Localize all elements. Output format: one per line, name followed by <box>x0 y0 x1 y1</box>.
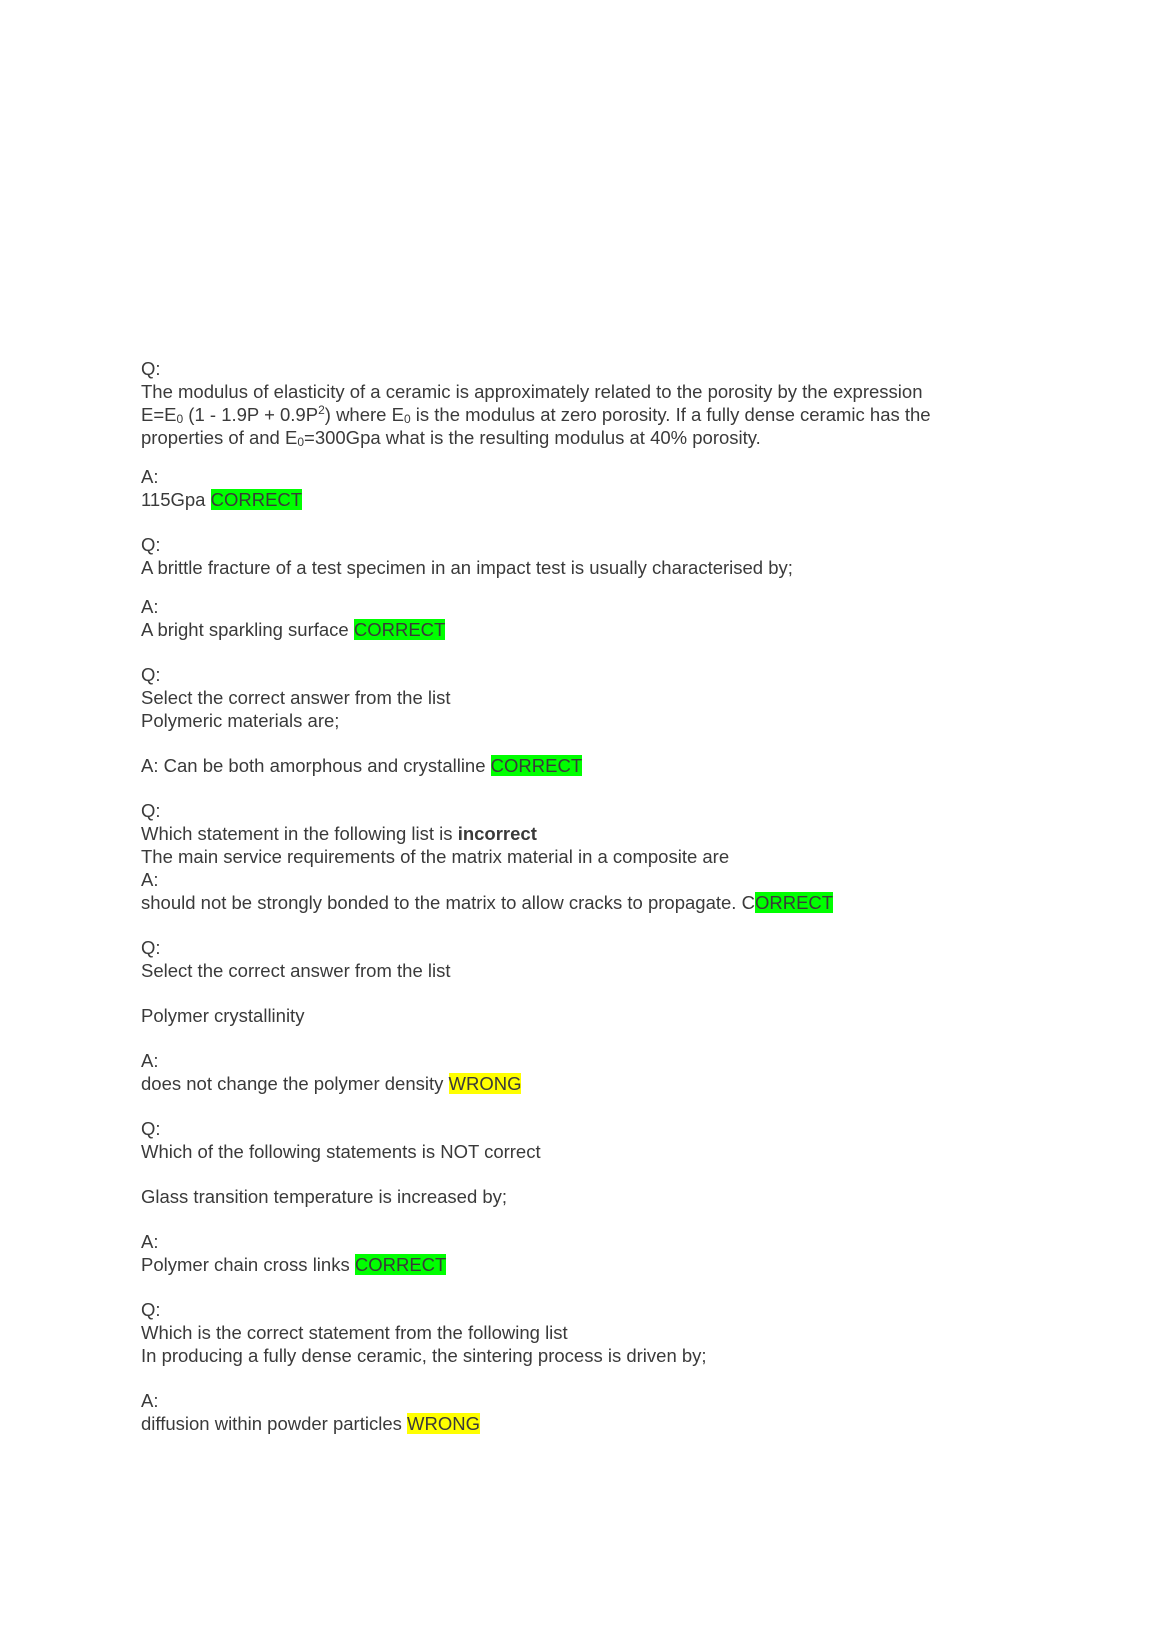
question-text: In producing a fully dense ceramic, the sintering process is driven by; <box>141 1345 707 1366</box>
question-text: Glass transition temperature is increased by; <box>141 1186 508 1207</box>
correct-badge: CORRECT <box>354 1254 447 1275</box>
question-label: Q: <box>141 937 161 958</box>
question-label: Q: <box>141 800 161 821</box>
answer-label: A: <box>141 869 159 890</box>
question-formula: $E=E_0$ $(1 - 1.9P + 0.9P^2)$ where $E_0$ is the modulus at zero porosity. If a fully dense ceramic has the <box>141 403 931 426</box>
question-label: Q: <box>141 1118 161 1139</box>
answer-text: Polymer chain cross links CORRECT <box>141 1254 447 1275</box>
question-label: Q: <box>141 664 161 685</box>
answer-text: should not be strongly bonded to the matrix to allow cracks to propagate. CORRECT <box>141 892 834 913</box>
answer-text: diffusion within powder particles WRONG <box>141 1413 480 1434</box>
question-label: Q: <box>141 1299 161 1320</box>
answer-label: A: <box>141 1050 159 1071</box>
question-text: A brittle fracture of a test specimen in an impact test is usually characterised by; <box>141 557 793 578</box>
question-label: Q: <box>141 534 161 555</box>
question-text: Which is the correct statement from the following list <box>141 1322 568 1343</box>
correct-badge: CORRECT <box>210 489 303 510</box>
question-text: The main service requirements of the matrix material in a composite are <box>141 846 730 867</box>
question-text: Which statement in the following list is incorrect <box>141 823 537 844</box>
question-text: Which of the following statements is NOT correct <box>141 1141 541 1162</box>
answer-label: A: <box>141 596 159 617</box>
question-text: Select the correct answer from the list <box>141 687 451 708</box>
question-text: The modulus of elasticity of a ceramic is approximately related to the porosity by the expression <box>141 381 923 402</box>
question-label: Q: <box>141 358 161 379</box>
question-text: Polymeric materials are; <box>141 710 340 731</box>
wrong-badge: WRONG <box>407 1413 480 1434</box>
correct-badge: ORRECT <box>754 892 834 913</box>
answer-label: A: <box>141 1390 159 1411</box>
correct-badge: CORRECT <box>353 619 446 640</box>
wrong-badge: WRONG <box>448 1073 522 1094</box>
document-page <box>141 357 1021 1435</box>
emphasis-text: incorrect <box>457 823 537 844</box>
question-text: properties of and $E_0=300Gpa$ what is the resulting modulus at 40% porosity. <box>141 427 761 449</box>
answer-label: A: <box>141 1231 159 1252</box>
answer-label: A: <box>141 466 159 487</box>
answer-text: A bright sparkling surface CORRECT <box>141 619 446 640</box>
answer-text: does not change the polymer density WRONG <box>141 1073 522 1094</box>
correct-badge: CORRECT <box>490 755 583 776</box>
answer-text: 115Gpa CORRECT <box>141 489 303 510</box>
question-text: Polymer crystallinity <box>141 1005 305 1026</box>
question-text: Select the correct answer from the list <box>141 960 451 981</box>
answer-text: A: Can be both amorphous and crystalline CORRECT <box>141 755 583 776</box>
